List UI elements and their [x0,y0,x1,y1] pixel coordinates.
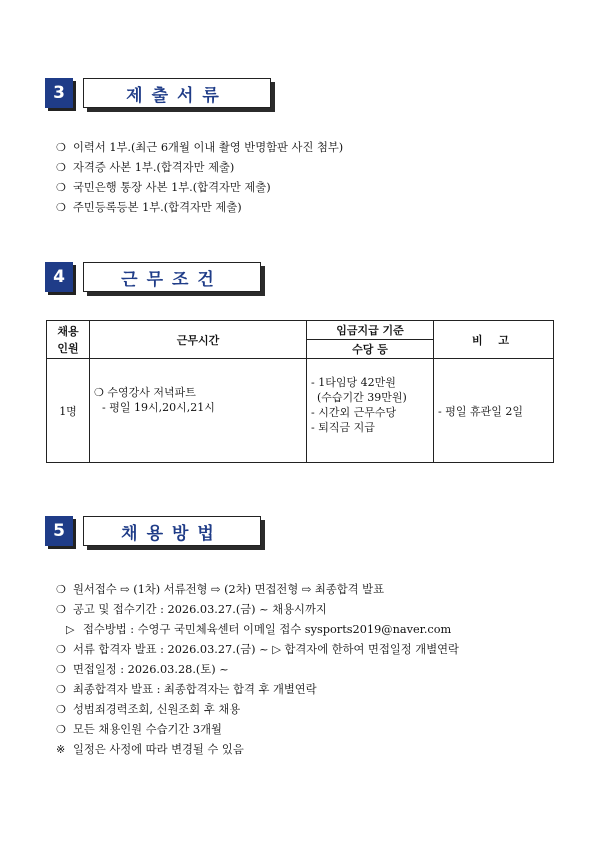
cell-note: - 평일 휴관일 2일 [434,359,554,463]
header-note: 비 고 [434,321,554,359]
working-conditions-table [46,320,554,463]
cell-hours: ❍ 수영강사 저녁파트 - 평일 19시,20시,21시 [90,359,307,463]
list-item: ❍ 자격증 사본 1부.(합격자만 제출) [56,161,235,174]
list-item: ❍ 원서접수 ⇨ (1차) 서류전형 ⇨ (2차) 면접전형 ⇨ 최종합격 발표 [56,583,384,596]
list-item: ※ 일정은 사정에 따라 변경될 수 있음 [56,743,244,756]
section-title: 제출서류 [83,78,271,108]
header-pay: 임금지급 기준 [307,321,434,340]
header-allowance: 수당 등 [307,340,434,359]
section-number: 3 [45,78,73,108]
list-item: ❍ 모든 채용인원 수습기간 3개월 [56,723,222,736]
cell-people: 1명 [47,359,90,463]
header-people: 채용 인원 [47,321,90,359]
list-item: ❍ 이력서 1부.(최근 6개월 이내 촬영 반명함판 사진 첨부) [56,141,344,154]
list-item: ❍ 주민등록등본 1부.(합격자만 제출) [56,201,242,214]
hiring-method-list [56,580,459,760]
list-item: ❍ 성범죄경력조회, 신원조회 후 채용 [56,703,241,716]
list-item: ▷ 접수방법 : 수영구 국민체육센터 이메일 접수 sysports2019@naver.com [66,623,452,636]
list-item: ❍ 최종합격자 발표 : 최종합격자는 합격 후 개별연락 [56,683,317,696]
list-item: ❍ 국민은행 통장 사본 1부.(합격자만 제출) [56,181,271,194]
section-number: 5 [45,516,73,546]
list-item: ❍ 서류 합격자 발표 : 2026.03.27.(금) ~ ▷ 합격자에 한하여 면접일정 개별연락 [56,643,459,656]
list-item: ❍ 공고 및 접수기간 : 2026.03.27.(금) ~ 채용시까지 [56,603,327,616]
cell-pay: - 1타임당 42만원 (수습기간 39만원) - 시간외 근무수당 - 퇴직금 지급 [307,359,434,463]
list-item: ❍ 면접일정 : 2026.03.28.(토) ~ [56,663,229,676]
section-number: 4 [45,262,73,292]
header-hours: 근무시간 [90,321,307,359]
section-title: 근무조건 [83,262,261,292]
submission-documents-list [56,138,343,218]
section-title: 채용방법 [83,516,261,546]
